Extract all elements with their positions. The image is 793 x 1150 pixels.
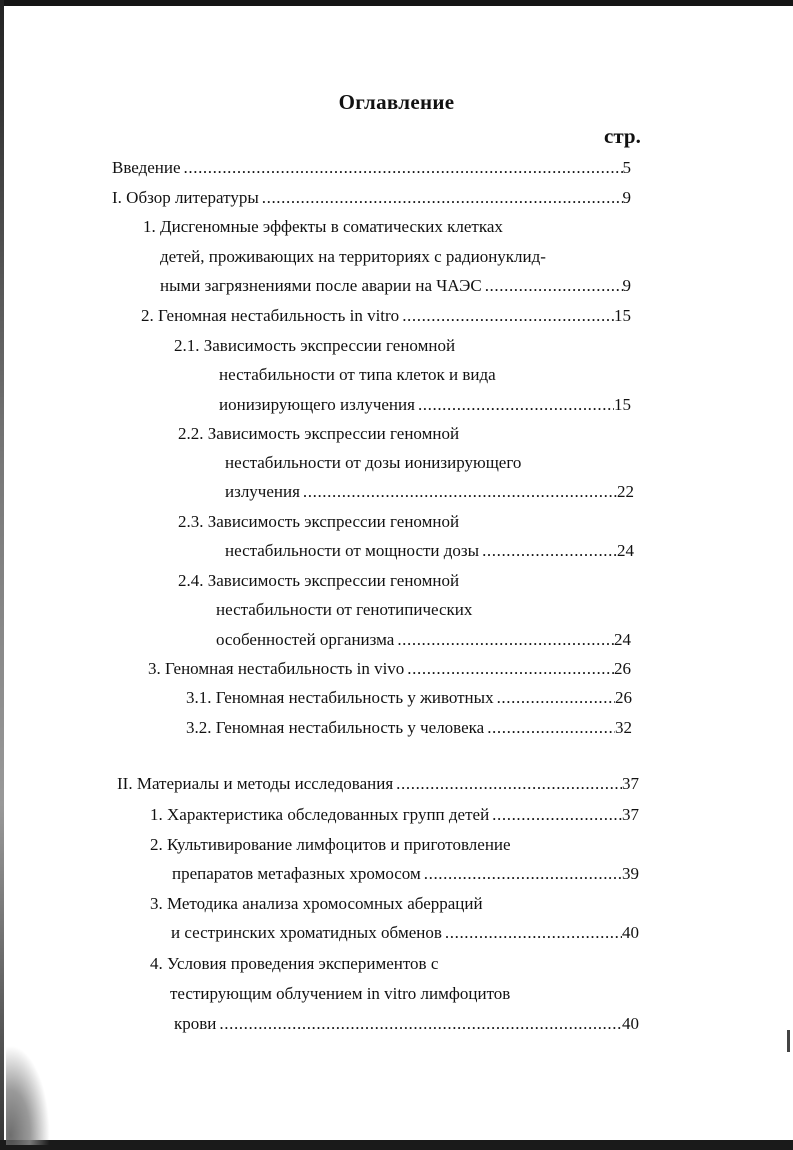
toc-entry-text: ионизирующего излучения (219, 395, 415, 414)
toc-entry-methods-4-line1: 4. Условия проведения экспериментов с (150, 954, 439, 973)
toc-entry-section-3[interactable] (148, 656, 631, 682)
toc-entry-text: 2. Геномная нестабильность in vitro (141, 306, 400, 325)
toc-entry-section-2-2-line2: нестабильности от дозы ионизирующего (225, 453, 522, 472)
toc-entry-section-2-2[interactable] (225, 479, 634, 505)
scan-shadow (6, 1045, 50, 1145)
toc-entry-text: 1. Характеристика обследованных групп детей (150, 805, 490, 824)
leader-dots (479, 538, 617, 564)
toc-entry-section-2-1-line1: 2.1. Зависимость экспрессии геномной (174, 336, 456, 355)
toc-entry-page: 22 (617, 482, 634, 501)
leader-dots (484, 715, 615, 741)
toc-entry-section-2-4-line1: 2.4. Зависимость экспрессии геномной (178, 571, 460, 590)
toc-entry-page: 32 (615, 718, 632, 737)
leader-dots (216, 1011, 622, 1037)
toc-entry-chapter-2[interactable] (117, 771, 639, 797)
toc-entry-introduction[interactable] (112, 155, 631, 181)
toc-entry-text: I. Обзор литературы (112, 188, 259, 207)
toc-entry-page: 39 (622, 864, 639, 883)
toc-entry-section-3-1[interactable] (186, 685, 632, 711)
page-column-label: стр. (604, 124, 641, 148)
toc-entry-methods-3-line1: 3. Методика анализа хромосомных аберраций (150, 894, 483, 913)
toc-entry-methods-4[interactable] (174, 1011, 639, 1037)
toc-entry-text: излучения (225, 482, 300, 501)
scan-bottom-edge (0, 1140, 793, 1150)
toc-entry-text: и сестринских хроматидных обменов (171, 923, 442, 942)
leader-dots (404, 656, 614, 682)
toc-entry-methods-4-line2: тестирующим облучением in vitro лимфоцитов (170, 984, 511, 1003)
toc-entry-page: 26 (615, 688, 632, 707)
leader-dots (181, 155, 623, 181)
scan-top-edge (0, 0, 793, 6)
toc-entry-section-2-3-line1: 2.3. Зависимость экспрессии геномной (178, 512, 460, 531)
toc-entry-text: особенностей организма (216, 630, 395, 649)
toc-entry-page: 37 (622, 774, 639, 793)
toc-entry-section-1-line2: детей, проживающих на территориях с радионуклид- (160, 247, 546, 266)
leader-dots (394, 627, 614, 653)
toc-entry-page: 5 (622, 158, 631, 177)
leader-dots (393, 771, 622, 797)
toc-entry-page: 37 (622, 805, 639, 824)
toc-entry-text: нестабильности от мощности дозы (225, 541, 480, 560)
leader-dots (489, 802, 622, 828)
toc-entry-section-2-1-line2: нестабильности от типа клеток и вида (219, 365, 496, 384)
toc-entry-section-2-4-line2: нестабильности от генотипических (216, 600, 473, 619)
toc-entry-text: препаратов метафазных хромосом (172, 864, 421, 883)
leader-dots (421, 861, 622, 887)
leader-dots (259, 185, 623, 211)
toc-entry-methods-2[interactable] (172, 861, 639, 887)
toc-entry-page: 15 (614, 306, 631, 325)
toc-entry-page: 24 (614, 630, 631, 649)
toc-entry-chapter-1[interactable] (112, 185, 631, 211)
toc-entry-methods-1[interactable] (150, 802, 639, 828)
scan-left-edge (0, 0, 4, 1150)
toc-entry-text: 3. Геномная нестабильность in vivo (148, 659, 405, 678)
toc-entry-section-2[interactable] (141, 303, 631, 329)
toc-entry-section-1[interactable] (160, 273, 631, 299)
toc-entry-page: 9 (622, 188, 631, 207)
leader-dots (399, 303, 614, 329)
toc-entry-section-3-2[interactable] (186, 715, 632, 741)
toc-entry-page: 15 (614, 395, 631, 414)
scan-mark (787, 1030, 790, 1052)
toc-entry-section-1-line1: 1. Дисгеномные эффекты в соматических клетках (143, 217, 503, 236)
toc-entry-text: 3.1. Геномная нестабильность у животных (186, 688, 494, 707)
toc-entry-page: 26 (614, 659, 631, 678)
leader-dots (300, 479, 617, 505)
toc-entry-text: ными загрязнениями после аварии на ЧАЭС (160, 276, 482, 295)
toc-entry-section-2-4[interactable] (216, 627, 631, 653)
toc-entry-page: 9 (622, 276, 631, 295)
toc-entry-page: 40 (622, 1014, 639, 1033)
toc-entry-text: крови (174, 1014, 217, 1033)
toc-entry-section-2-2-line1: 2.2. Зависимость экспрессии геномной (178, 424, 460, 443)
toc-entry-text: Введение (112, 158, 181, 177)
toc-entry-section-2-1[interactable] (219, 392, 631, 418)
leader-dots (442, 920, 622, 946)
toc-entry-text: II. Материалы и методы исследования (117, 774, 394, 793)
toc-entry-section-2-3[interactable] (225, 538, 634, 564)
leader-dots (415, 392, 614, 418)
leader-dots (494, 685, 615, 711)
page-title: Оглавление (338, 90, 455, 114)
toc-entry-page: 40 (622, 923, 639, 942)
toc-entry-methods-3[interactable] (171, 920, 639, 946)
toc-entry-text: 3.2. Геномная нестабильность у человека (186, 718, 485, 737)
toc-entry-methods-2-line1: 2. Культивирование лимфоцитов и приготовление (150, 835, 511, 854)
leader-dots (482, 273, 623, 299)
toc-entry-page: 24 (617, 541, 634, 560)
